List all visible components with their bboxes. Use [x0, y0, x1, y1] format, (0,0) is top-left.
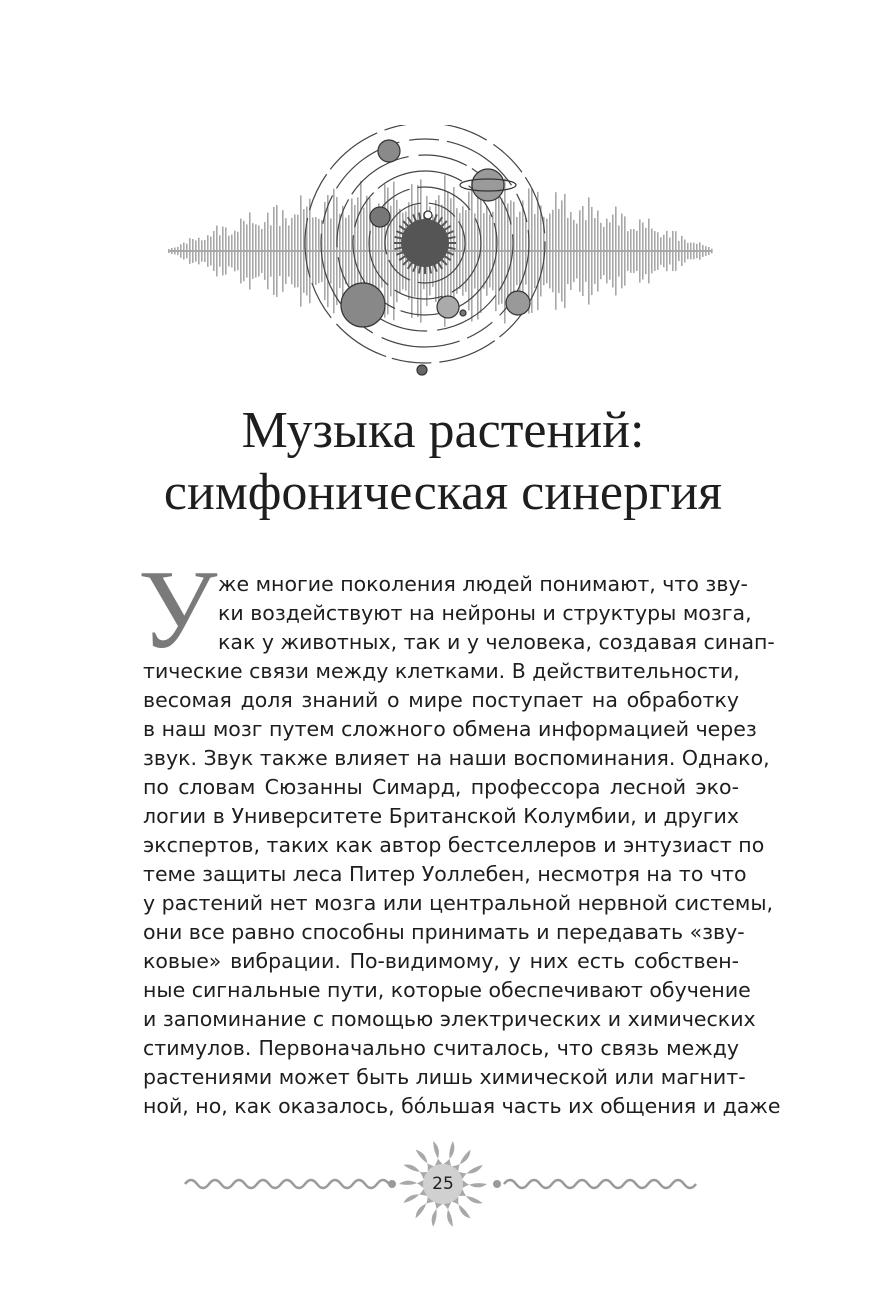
- body-line: экспертов, таких как автор бестселлеров и энтузиаст по: [143, 833, 765, 857]
- body-line: ные сигнальные пути, которые обеспечивают обучение: [143, 978, 751, 1002]
- sun-ray: [432, 1202, 443, 1227]
- body-line: стимулов. Первоначально считалось, что связь между: [143, 1036, 739, 1060]
- body-line: ковые» вибрации. По-видимому, у них есть собствен-: [143, 949, 739, 973]
- solar-system-soundwave-icon: [160, 125, 720, 385]
- sun-icon: [394, 212, 456, 274]
- sun-ray: [443, 1141, 454, 1166]
- body-line: и запоминание с помощью электрических и химических: [143, 1007, 756, 1031]
- page-number: 25: [432, 1174, 454, 1194]
- body-line: растениями может быть лишь химической или магнит-: [143, 1065, 746, 1089]
- left-dot-icon: [388, 1180, 396, 1188]
- body-line: как у животных, так и у человека, создавая синап-: [218, 630, 775, 654]
- body-line: логии в Университете Британской Колумбии, и других: [143, 804, 739, 828]
- body-line: в наш мозг путем сложного обмена информацией через: [143, 717, 757, 741]
- sun-ray: [433, 1141, 442, 1166]
- body-line: тические связи между клетками. В действительности,: [143, 659, 740, 683]
- body-line: же многие поколения людей понимают, что зву-: [218, 572, 748, 596]
- chapter-title: [80, 400, 806, 524]
- body-line: весомая доля знаний о мире поступает на обработку: [143, 688, 739, 712]
- body-line: у растений нет мозга или центральной нервной системы,: [143, 891, 774, 915]
- drop-cap: У: [138, 548, 218, 672]
- left-wave-icon: [185, 1180, 389, 1188]
- body-line: ной, но, как оказалось, бо́льшая часть их общения и даже: [143, 1094, 781, 1118]
- body-line: теме защиты леса Питер Уоллебен, несмотря на то что: [143, 862, 747, 886]
- body-line: звук. Звук также влияет на наши воспоминания. Однако,: [143, 746, 770, 770]
- chapter-title-line-1: Музыка растений:: [241, 402, 645, 459]
- body-line: они все равно способны принимать и передавать «зву-: [143, 920, 745, 944]
- right-wave-icon: [504, 1180, 696, 1188]
- chapter-title-line-2: симфоническая синергия: [163, 464, 723, 521]
- body-line: ки воздействуют на нейроны и структуры мозга,: [218, 601, 752, 625]
- body-line: по словам Сюзанны Симард, профессора лесной эко-: [143, 775, 739, 799]
- right-dot-icon: [493, 1180, 501, 1188]
- sun-ray: [443, 1202, 452, 1227]
